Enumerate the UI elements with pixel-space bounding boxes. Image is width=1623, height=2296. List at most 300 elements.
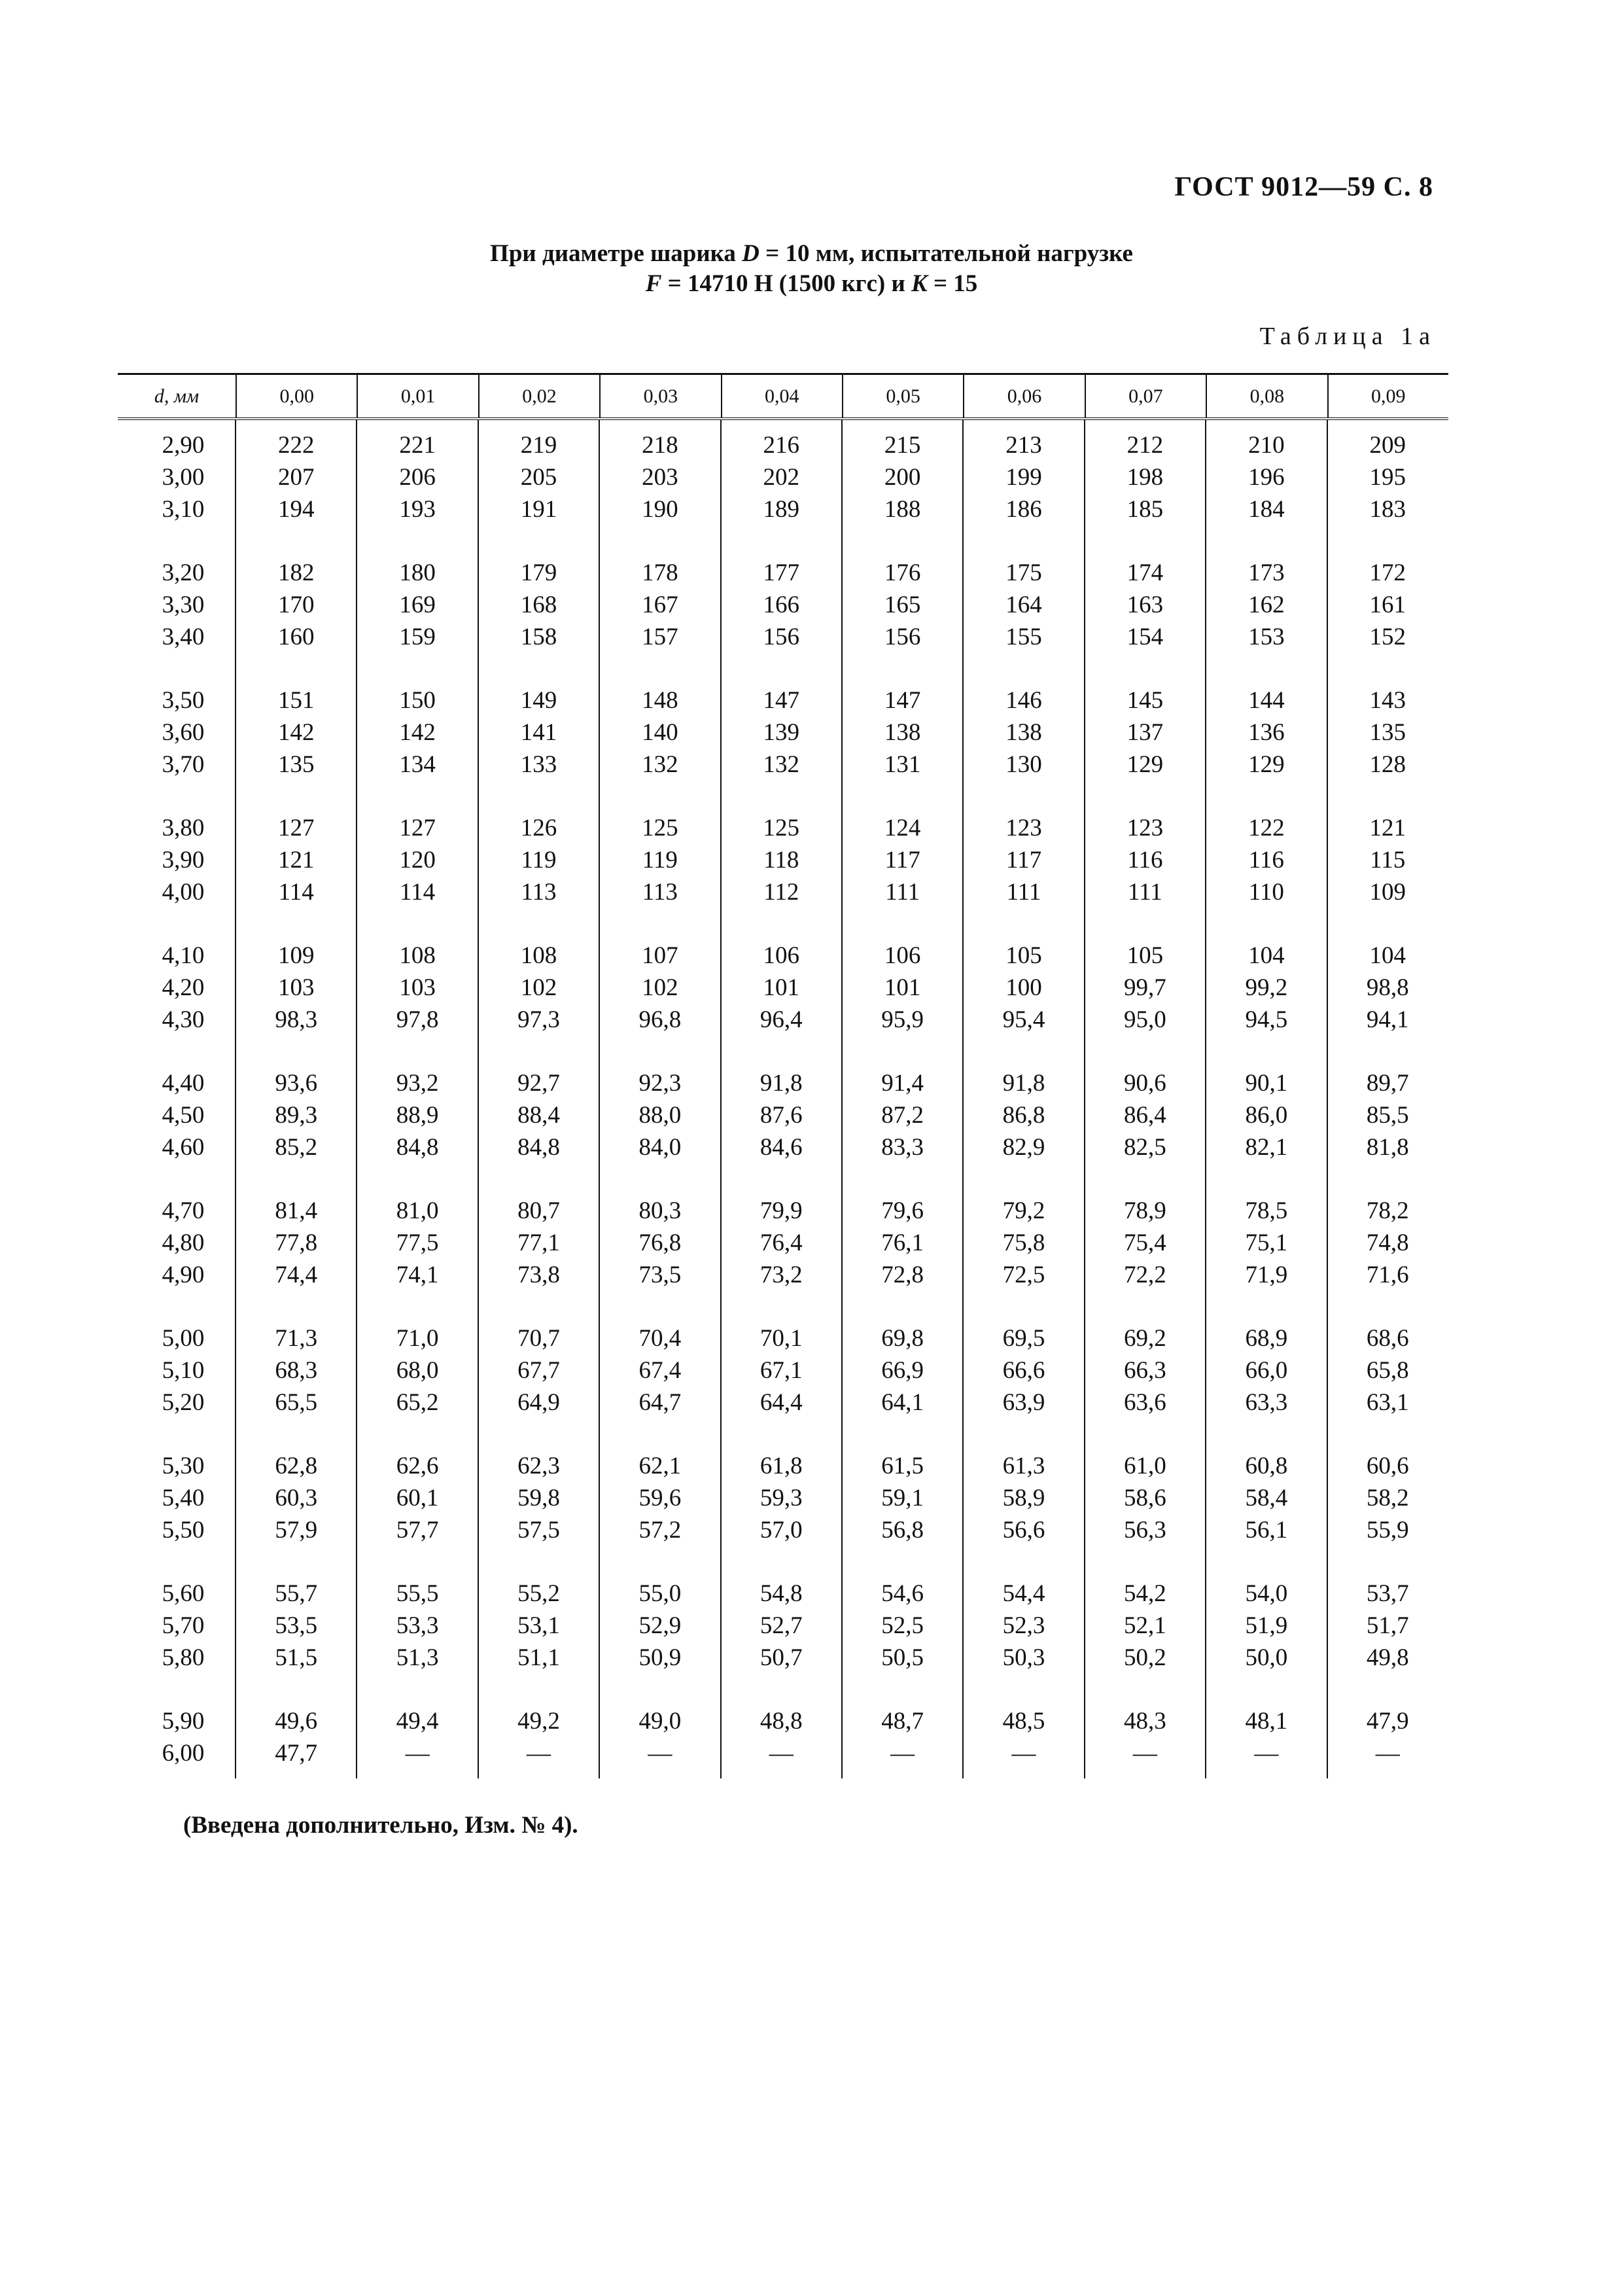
- hardness-cell: 72,8: [881, 1262, 924, 1288]
- hardness-cell: 139: [763, 719, 799, 746]
- hardness-cell: 57,7: [396, 1517, 439, 1544]
- table-row: [118, 493, 1448, 525]
- hardness-cell: 176: [884, 559, 921, 586]
- hardness-cell: 64,4: [759, 1389, 803, 1416]
- hardness-cell: 118: [763, 847, 799, 874]
- column-divider: [356, 420, 357, 1778]
- hardness-cell: 58,6: [1124, 1485, 1166, 1511]
- hardness-cell: 52,3: [1002, 1612, 1045, 1639]
- column-divider: [599, 420, 600, 1778]
- hardness-cell: 73,8: [517, 1262, 560, 1288]
- column-divider: [235, 420, 236, 1778]
- hardness-cell: 179: [520, 559, 557, 586]
- hardness-cell: 203: [642, 464, 678, 491]
- hardness-cell: 170: [277, 592, 315, 618]
- hardness-cell: 212: [1126, 432, 1164, 459]
- hardness-cell: 57,0: [759, 1517, 803, 1544]
- table-row: [118, 429, 1448, 461]
- document-reference: ГОСТ 9012—59 С. 8: [1174, 172, 1433, 202]
- table-row: [118, 749, 1448, 781]
- hardness-cell: 64,1: [881, 1389, 924, 1416]
- hardness-cell: 94,5: [1245, 1006, 1288, 1033]
- diameter-cell: 5,60: [162, 1580, 205, 1607]
- hardness-cell: 92,7: [517, 1070, 560, 1097]
- diameter-cell: 4,10: [162, 942, 205, 969]
- hardness-cell: 65,8: [1366, 1357, 1409, 1384]
- hardness-cell: 67,1: [759, 1357, 803, 1384]
- hardness-cell: 47,7: [275, 1740, 318, 1767]
- caption-text: = 15: [927, 270, 978, 297]
- hardness-cell: 63,9: [1002, 1389, 1045, 1416]
- table-row: [118, 1004, 1448, 1036]
- hardness-cell: 210: [1248, 432, 1285, 459]
- hardness-cell: 50,9: [638, 1644, 682, 1671]
- hardness-cell: 109: [1369, 879, 1406, 906]
- table-row: [118, 1642, 1448, 1674]
- hardness-cell: 82,1: [1245, 1134, 1288, 1161]
- hardness-cell: 89,3: [275, 1102, 318, 1129]
- hardness-cell: 166: [763, 592, 799, 618]
- column-header: 0,09: [1327, 375, 1448, 417]
- hardness-cell: 111: [885, 879, 920, 906]
- hardness-cell: 85,2: [275, 1134, 318, 1161]
- hardness-cell: 58,9: [1002, 1485, 1045, 1511]
- hardness-cell: 54,6: [881, 1580, 924, 1607]
- diameter-cell: 5,90: [162, 1708, 205, 1735]
- hardness-cell: 53,5: [275, 1612, 318, 1639]
- hardness-cell: 136: [1248, 719, 1285, 746]
- diameter-cell: 3,90: [162, 847, 205, 874]
- row-group: [118, 1186, 1448, 1313]
- hardness-cell: 98,3: [275, 1006, 318, 1033]
- hardness-cell: 73,2: [759, 1262, 803, 1288]
- hardness-cell: 107: [642, 942, 678, 969]
- hardness-cell: 124: [884, 815, 921, 841]
- hardness-cell: 161: [1369, 592, 1406, 618]
- hardness-cell: 77,8: [275, 1229, 318, 1256]
- hardness-cell: 76,8: [638, 1229, 682, 1256]
- hardness-cell: 54,0: [1245, 1580, 1288, 1607]
- hardness-cell: 155: [1005, 624, 1042, 650]
- diameter-cell: 5,20: [162, 1389, 205, 1416]
- hardness-cell: 222: [277, 432, 315, 459]
- caption-text: = 10 мм, испытательной нагрузке: [759, 240, 1133, 267]
- hardness-cell: 121: [277, 847, 315, 874]
- hardness-cell: 69,5: [1002, 1325, 1045, 1352]
- column-header: 0,06: [963, 375, 1084, 417]
- hardness-cell: 219: [520, 432, 557, 459]
- hardness-cell: 87,6: [759, 1102, 803, 1129]
- hardness-cell: 53,7: [1366, 1580, 1409, 1607]
- hardness-cell: 88,9: [396, 1102, 439, 1129]
- row-group: [118, 1441, 1448, 1568]
- hardness-cell: 157: [642, 624, 678, 650]
- hardness-cell: 55,7: [275, 1580, 318, 1607]
- hardness-cell: 95,0: [1124, 1006, 1166, 1033]
- hardness-cell: 67,4: [638, 1357, 682, 1384]
- table-row: [118, 1737, 1448, 1769]
- column-divider: [962, 420, 964, 1778]
- caption-text: При диаметре шарика: [490, 240, 742, 267]
- hardness-cell: 90,1: [1245, 1070, 1288, 1097]
- hardness-cell: 95,9: [881, 1006, 924, 1033]
- column-divider: [1327, 420, 1328, 1778]
- hardness-cell: 56,1: [1245, 1517, 1288, 1544]
- hardness-cell: 88,4: [517, 1102, 560, 1129]
- hardness-cell: 59,6: [638, 1485, 682, 1511]
- hardness-cell: 63,3: [1245, 1389, 1288, 1416]
- hardness-cell: 106: [884, 942, 921, 969]
- hardness-cell: 84,6: [759, 1134, 803, 1161]
- diameter-cell: 4,80: [162, 1229, 205, 1256]
- diameter-cell: 3,70: [162, 751, 205, 778]
- hardness-cell: 109: [277, 942, 315, 969]
- hardness-cell: 142: [277, 719, 315, 746]
- hardness-cell: 63,1: [1366, 1389, 1409, 1416]
- amendment-note: (Введена дополнительно, Изм. № 4).: [183, 1812, 578, 1839]
- hardness-cell: 209: [1369, 432, 1406, 459]
- hardness-cell: 129: [1248, 751, 1285, 778]
- hardness-cell: 92,3: [638, 1070, 682, 1097]
- hardness-cell: 98,8: [1366, 974, 1409, 1001]
- table-row: [118, 1514, 1448, 1546]
- hardness-cell: 49,6: [275, 1708, 318, 1735]
- hardness-cell: 102: [520, 974, 557, 1001]
- hardness-cell: 66,3: [1124, 1357, 1166, 1384]
- hardness-cell: 51,7: [1366, 1612, 1409, 1639]
- table-row: [118, 1386, 1448, 1419]
- hardness-cell: 135: [1369, 719, 1406, 746]
- hardness-cell: 55,5: [396, 1580, 439, 1607]
- hardness-cell: 51,9: [1245, 1612, 1288, 1639]
- table-body: [118, 420, 1448, 1778]
- hardness-cell: 71,9: [1245, 1262, 1288, 1288]
- hardness-cell: 163: [1126, 592, 1164, 618]
- diameter-cell: 4,30: [162, 1006, 205, 1033]
- hardness-cell: 62,1: [638, 1453, 682, 1479]
- hardness-cell: 52,5: [881, 1612, 924, 1639]
- hardness-cell: 110: [1248, 879, 1284, 906]
- hardness-cell: 193: [399, 496, 436, 523]
- hardness-cell: 62,6: [396, 1453, 439, 1479]
- hardness-cell: 100: [1005, 974, 1042, 1001]
- hardness-cell: 194: [277, 496, 315, 523]
- hardness-cell: 182: [277, 559, 315, 586]
- row-group: [118, 548, 1448, 675]
- hardness-cell: 190: [642, 496, 678, 523]
- hardness-cell: 154: [1126, 624, 1164, 650]
- hardness-cell: 113: [521, 879, 557, 906]
- hardness-cell: 185: [1126, 496, 1164, 523]
- hardness-cell: 119: [521, 847, 557, 874]
- hardness-cell: 74,8: [1366, 1229, 1409, 1256]
- hardness-cell: 66,6: [1002, 1357, 1045, 1384]
- hardness-cell: 55,0: [638, 1580, 682, 1607]
- hardness-cell: 60,3: [275, 1485, 318, 1511]
- caption-line-1: [0, 239, 1623, 269]
- hardness-cell: 78,9: [1124, 1197, 1166, 1224]
- hardness-cell: —: [1011, 1740, 1036, 1767]
- hardness-cell: 68,9: [1245, 1325, 1288, 1352]
- hardness-cell: 64,9: [517, 1389, 560, 1416]
- hardness-cell: 134: [399, 751, 436, 778]
- hardness-cell: 84,8: [517, 1134, 560, 1161]
- hardness-cell: 81,4: [275, 1197, 318, 1224]
- hardness-cell: 72,5: [1002, 1262, 1045, 1288]
- diameter-cell: 5,80: [162, 1644, 205, 1671]
- hardness-cell: 68,0: [396, 1357, 439, 1384]
- hardness-cell: 168: [520, 592, 557, 618]
- hardness-cell: —: [1132, 1740, 1157, 1767]
- hardness-cell: 108: [520, 942, 557, 969]
- hardness-cell: 140: [642, 719, 678, 746]
- diameter-cell: 4,50: [162, 1102, 205, 1129]
- hardness-cell: 189: [763, 496, 799, 523]
- hardness-cell: 85,5: [1366, 1102, 1409, 1129]
- hardness-cell: 61,0: [1124, 1453, 1166, 1479]
- hardness-cell: 169: [399, 592, 436, 618]
- hardness-cell: 71,3: [275, 1325, 318, 1352]
- hardness-cell: 75,1: [1245, 1229, 1288, 1256]
- hardness-cell: 48,1: [1245, 1708, 1288, 1735]
- diameter-cell: 5,30: [162, 1453, 205, 1479]
- hardness-cell: 119: [642, 847, 678, 874]
- hardness-cell: 61,8: [759, 1453, 803, 1479]
- table-row: [118, 1227, 1448, 1259]
- hardness-cell: 120: [399, 847, 436, 874]
- hardness-cell: 49,2: [517, 1708, 560, 1735]
- hardness-cell: 47,9: [1366, 1708, 1409, 1735]
- hardness-cell: 105: [1126, 942, 1164, 969]
- hardness-cell: 55,9: [1366, 1517, 1409, 1544]
- hardness-cell: 101: [763, 974, 799, 1001]
- hardness-cell: 135: [277, 751, 315, 778]
- hardness-cell: 178: [642, 559, 678, 586]
- hardness-cell: 97,3: [517, 1006, 560, 1033]
- diameter-cell: 5,40: [162, 1485, 205, 1511]
- hardness-cell: 49,8: [1366, 1644, 1409, 1671]
- hardness-cell: 80,3: [638, 1197, 682, 1224]
- hardness-cell: —: [526, 1740, 551, 1767]
- hardness-cell: 117: [1005, 847, 1042, 874]
- hardness-cell: 105: [1005, 942, 1042, 969]
- hardness-cell: 48,3: [1124, 1708, 1166, 1735]
- hardness-cell: 147: [763, 687, 799, 714]
- hardness-cell: 70,1: [759, 1325, 803, 1352]
- hardness-cell: 62,8: [275, 1453, 318, 1479]
- row-group: [118, 930, 1448, 1058]
- row-group: [118, 420, 1448, 548]
- hardness-cell: 58,4: [1245, 1485, 1288, 1511]
- hardness-cell: 151: [277, 687, 315, 714]
- table-row: [118, 1322, 1448, 1354]
- hardness-cell: 50,3: [1002, 1644, 1045, 1671]
- hardness-cell: 111: [1128, 879, 1162, 906]
- hardness-cell: 61,5: [881, 1453, 924, 1479]
- hardness-cell: 86,0: [1245, 1102, 1288, 1129]
- table-row: [118, 589, 1448, 621]
- hardness-cell: 156: [763, 624, 799, 650]
- hardness-cell: 175: [1005, 559, 1042, 586]
- hardness-cell: 56,8: [881, 1517, 924, 1544]
- table-row: [118, 1067, 1448, 1099]
- column-header: 0,02: [478, 375, 599, 417]
- hardness-cell: 73,5: [638, 1262, 682, 1288]
- hardness-cell: 96,4: [759, 1006, 803, 1033]
- hardness-cell: 144: [1248, 687, 1285, 714]
- table-row: [118, 812, 1448, 844]
- hardness-cell: 159: [399, 624, 436, 650]
- hardness-cell: 199: [1005, 464, 1042, 491]
- diameter-cell: 4,20: [162, 974, 205, 1001]
- table-row: [118, 1354, 1448, 1386]
- hardness-cell: 146: [1005, 687, 1042, 714]
- hardness-cell: 198: [1126, 464, 1164, 491]
- hardness-cell: 83,3: [881, 1134, 924, 1161]
- hardness-cell: 200: [884, 464, 921, 491]
- row-group: [118, 1568, 1448, 1696]
- table-row: [118, 621, 1448, 653]
- caption-variable: D: [742, 240, 759, 267]
- hardness-cell: 50,0: [1245, 1644, 1288, 1671]
- table-row: [118, 1131, 1448, 1163]
- hardness-cell: 82,9: [1002, 1134, 1045, 1161]
- hardness-table: [118, 373, 1448, 1778]
- hardness-cell: 93,2: [396, 1070, 439, 1097]
- table-row: [118, 1195, 1448, 1227]
- hardness-cell: 78,2: [1366, 1197, 1409, 1224]
- table-row: [118, 972, 1448, 1004]
- column-header: 0,05: [842, 375, 963, 417]
- hardness-cell: 117: [884, 847, 920, 874]
- hardness-cell: 91,4: [881, 1070, 924, 1097]
- hardness-cell: 128: [1369, 751, 1406, 778]
- hardness-cell: 131: [884, 751, 921, 778]
- hardness-cell: 116: [1248, 847, 1284, 874]
- hardness-cell: 57,2: [638, 1517, 682, 1544]
- hardness-cell: 125: [642, 815, 678, 841]
- hardness-cell: 77,5: [396, 1229, 439, 1256]
- hardness-cell: 132: [642, 751, 678, 778]
- table-title: Таблица 1а: [1259, 323, 1436, 350]
- hardness-cell: 188: [884, 496, 921, 523]
- table-row: [118, 876, 1448, 908]
- hardness-cell: 148: [642, 687, 678, 714]
- hardness-cell: 156: [884, 624, 921, 650]
- diameter-cell: 5,70: [162, 1612, 205, 1639]
- diameter-cell: 3,30: [162, 592, 205, 618]
- column-divider: [841, 420, 843, 1778]
- hardness-cell: 183: [1369, 496, 1406, 523]
- hardness-cell: 53,1: [517, 1612, 560, 1639]
- hardness-cell: 78,5: [1245, 1197, 1288, 1224]
- diameter-cell: 3,80: [162, 815, 205, 841]
- caption-text: = 14710 Н (1500 кгс) и: [661, 270, 912, 297]
- hardness-cell: 70,4: [638, 1325, 682, 1352]
- hardness-cell: 77,1: [517, 1229, 560, 1256]
- hardness-cell: 218: [642, 432, 678, 459]
- hardness-cell: 158: [520, 624, 557, 650]
- hardness-cell: 65,5: [275, 1389, 318, 1416]
- hardness-cell: 97,8: [396, 1006, 439, 1033]
- hardness-cell: 116: [1127, 847, 1163, 874]
- hardness-cell: 138: [884, 719, 921, 746]
- hardness-cell: 79,2: [1002, 1197, 1045, 1224]
- diameter-cell: 5,10: [162, 1357, 205, 1384]
- hardness-cell: 129: [1126, 751, 1164, 778]
- hardness-cell: 51,3: [396, 1644, 439, 1671]
- hardness-cell: 48,5: [1002, 1708, 1045, 1735]
- hardness-cell: 86,4: [1124, 1102, 1166, 1129]
- hardness-cell: 142: [399, 719, 436, 746]
- hardness-cell: 65,2: [396, 1389, 439, 1416]
- hardness-cell: 57,9: [275, 1517, 318, 1544]
- hardness-cell: 216: [763, 432, 799, 459]
- hardness-cell: 60,1: [396, 1485, 439, 1511]
- hardness-cell: 91,8: [759, 1070, 803, 1097]
- diameter-cell: 6,00: [162, 1740, 205, 1767]
- row-group: [118, 1313, 1448, 1441]
- column-header: 0,07: [1085, 375, 1206, 417]
- hardness-cell: 215: [884, 432, 921, 459]
- column-header-d: d, мм: [154, 385, 200, 407]
- hardness-cell: 123: [1126, 815, 1164, 841]
- hardness-cell: 79,6: [881, 1197, 924, 1224]
- hardness-cell: 55,2: [517, 1580, 560, 1607]
- column-header: 0,01: [357, 375, 478, 417]
- diameter-cell: 3,10: [162, 496, 205, 523]
- hardness-cell: 49,4: [396, 1708, 439, 1735]
- hardness-cell: 53,3: [396, 1612, 439, 1639]
- diameter-cell: 4,60: [162, 1134, 205, 1161]
- hardness-cell: 87,2: [881, 1102, 924, 1129]
- caption-variable: K: [911, 270, 928, 297]
- hardness-cell: 58,2: [1366, 1485, 1409, 1511]
- diameter-cell: 3,60: [162, 719, 205, 746]
- hardness-cell: 90,6: [1124, 1070, 1166, 1097]
- hardness-cell: 103: [399, 974, 436, 1001]
- hardness-cell: 81,8: [1366, 1134, 1409, 1161]
- hardness-cell: 103: [277, 974, 315, 1001]
- hardness-cell: 93,6: [275, 1070, 318, 1097]
- hardness-cell: 88,0: [638, 1102, 682, 1129]
- hardness-cell: 122: [1248, 815, 1285, 841]
- hardness-cell: 205: [520, 464, 557, 491]
- hardness-cell: 121: [1369, 815, 1406, 841]
- table-row: [118, 844, 1448, 876]
- hardness-cell: 191: [520, 496, 557, 523]
- hardness-cell: 130: [1005, 751, 1042, 778]
- hardness-cell: 207: [277, 464, 315, 491]
- hardness-cell: 74,1: [396, 1262, 439, 1288]
- hardness-cell: 127: [399, 815, 436, 841]
- hardness-cell: 64,7: [638, 1389, 682, 1416]
- hardness-cell: 59,1: [881, 1485, 924, 1511]
- hardness-cell: 76,1: [881, 1229, 924, 1256]
- hardness-cell: 114: [400, 879, 436, 906]
- diameter-cell: 3,20: [162, 559, 205, 586]
- hardness-cell: 66,9: [881, 1357, 924, 1384]
- hardness-cell: 108: [399, 942, 436, 969]
- hardness-cell: 74,4: [275, 1262, 318, 1288]
- hardness-cell: —: [890, 1740, 915, 1767]
- hardness-cell: 71,6: [1366, 1262, 1409, 1288]
- hardness-cell: 75,8: [1002, 1229, 1045, 1256]
- hardness-cell: 57,5: [517, 1517, 560, 1544]
- hardness-cell: 68,6: [1366, 1325, 1409, 1352]
- hardness-cell: 60,6: [1366, 1453, 1409, 1479]
- table-row: [118, 940, 1448, 972]
